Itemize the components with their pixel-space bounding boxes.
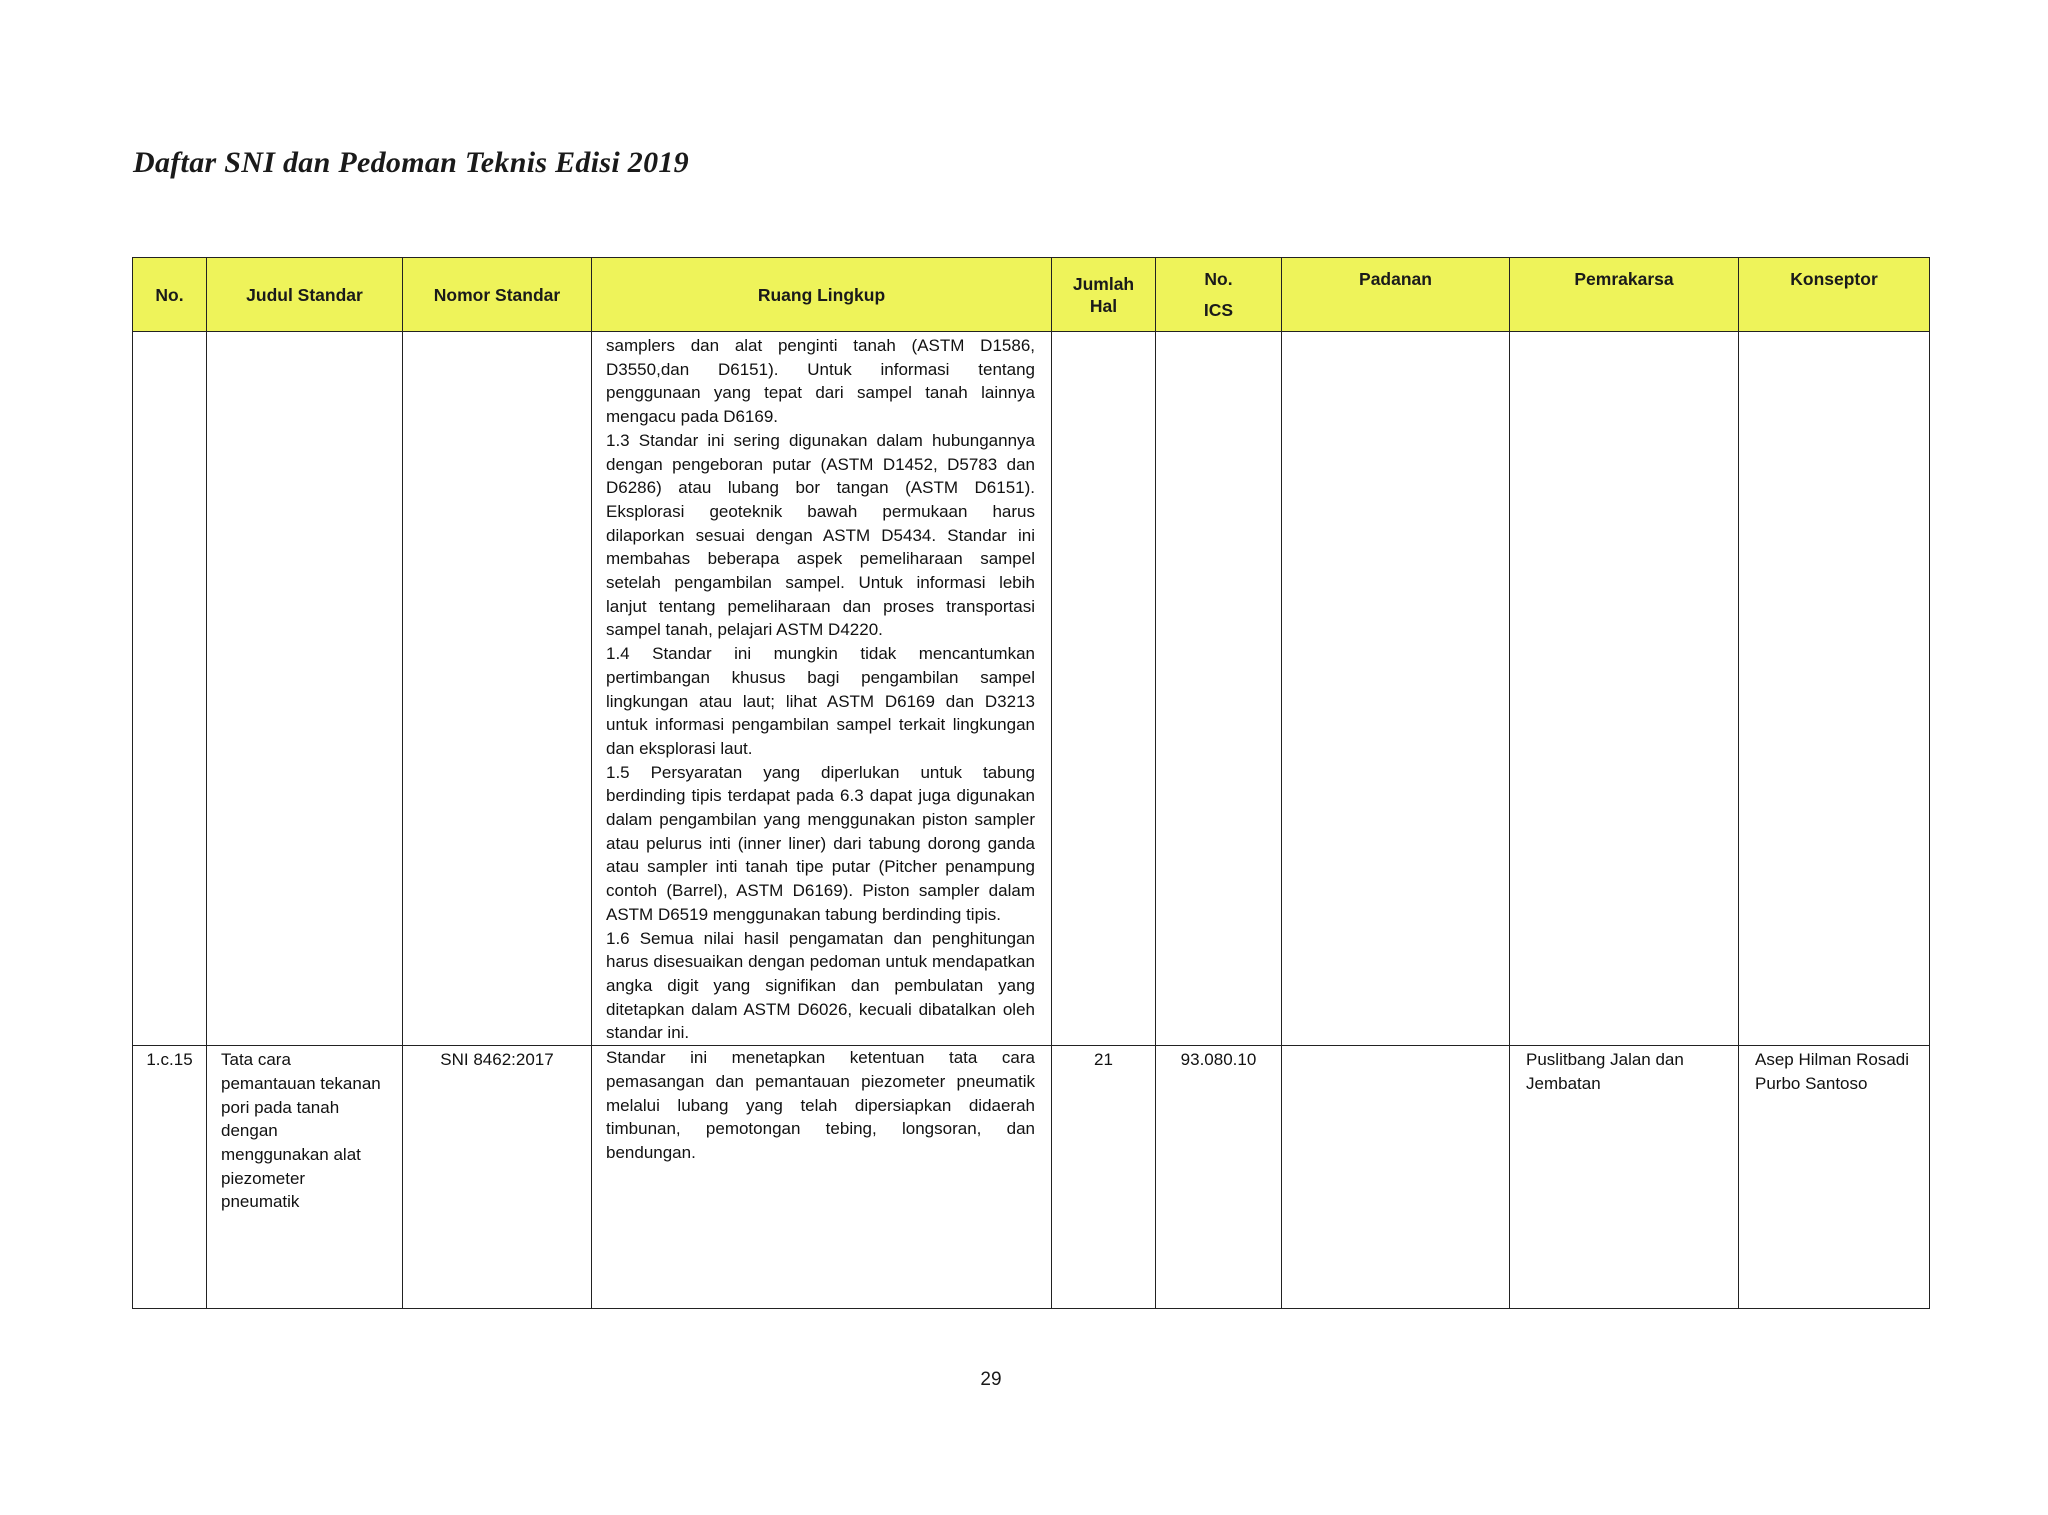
ruang-paragraph: 1.4 Standar ini mungkin tidak mencantumkan pertimbangan khusus bagi pengambilan sampel lingkungan atau laut; lihat ASTM D6169 dan D3213 untuk informasi pengambilan sampel terkait lingkungan dan eksplorasi laut. [606, 644, 1035, 758]
header-no-ics [1156, 258, 1282, 332]
header-no: No. [133, 258, 207, 332]
page-number: 29 [980, 1369, 1002, 1390]
cell-no-ics: 93.080.10 [1156, 1046, 1282, 1309]
cell-jumlah-hal: 21 [1052, 1046, 1156, 1309]
cell-nomor-standar: SNI 8462:2017 [403, 1046, 592, 1309]
header-jumlah-line2: Hal [1089, 295, 1118, 316]
header-jumlah-hal [1052, 258, 1156, 332]
document-title: Daftar SNI dan Pedoman Teknis Edisi 2019 [133, 146, 689, 179]
header-judul-standar: Judul Standar [207, 258, 403, 332]
cell-nomor-empty [403, 332, 592, 1046]
header-konseptor: Konseptor [1739, 258, 1930, 332]
header-nomor-standar: Nomor Standar [403, 258, 592, 332]
header-padanan: Padanan [1282, 258, 1510, 332]
cell-ruang-lingkup-continuation [592, 332, 1052, 1046]
cell-padanan-empty [1282, 332, 1510, 1046]
cell-jumlah-empty [1052, 332, 1156, 1046]
cell-judul-empty [207, 332, 403, 1046]
header-ruang-lingkup: Ruang Lingkup [592, 258, 1052, 332]
header-row [133, 258, 1930, 332]
header-jumlah-line1: Jumlah [1072, 273, 1135, 294]
table-row-1c15 [133, 1046, 1930, 1309]
ruang-paragraph: 1.5 Persyaratan yang diperlukan untuk tabung berdinding tipis terdapat pada 6.3 dapat juga digunakan dalam pengambilan yang menggunakan piston sampler atau pelurus inti (inner liner) dari tabung dorong ganda atau sampler inti tanah tipe putar (Pitcher penampung contoh (Barrel), ASTM D6169). Piston sampler dalam ASTM D6519 menggunakan tabung berdinding tipis. [606, 762, 1035, 924]
cell-konseptor-empty [1739, 332, 1930, 1046]
cell-ruang-lingkup: Standar ini menetapkan ketentuan tata cara pemasangan dan pemantauan piezometer pneumatik melalui lubang yang telah dipersiapkan didaerah timbunan, pemotongan tebing, longsoran, dan bendungan. [592, 1046, 1052, 1309]
sni-table-container [132, 257, 1930, 1309]
header-pemrakarsa: Pemrakarsa [1510, 258, 1739, 332]
konseptor-name: Purbo Santoso [1755, 1073, 1868, 1093]
table-body [133, 332, 1930, 1309]
cell-judul-standar: Tata cara pemantauan tekanan pori pada tanah dengan menggunakan alat piezometer pneumatik [207, 1046, 403, 1309]
table-header [133, 258, 1930, 332]
cell-pemrakarsa: Puslitbang Jalan dan Jembatan [1510, 1046, 1739, 1309]
sni-table [132, 257, 1930, 1309]
header-ics-line2: ICS [1203, 300, 1234, 320]
cell-pemrakarsa-empty [1510, 332, 1739, 1046]
ruang-paragraph: 1.6 Semua nilai hasil pengamatan dan penghitungan harus disesuaikan dengan pedoman untuk mendapatkan angka digit yang signifikan dan pembulatan yang ditetapkan dalam ASTM D6026, kecuali dibatalkan oleh standar ini. [606, 928, 1035, 1043]
table-row-continuation [133, 332, 1930, 1046]
cell-no: 1.c.15 [133, 1046, 207, 1309]
cell-ics-empty [1156, 332, 1282, 1046]
ruang-paragraph: samplers dan alat penginti tanah (ASTM D1586, D3550,dan D6151). Untuk informasi tentang penggunaan yang tepat dari sampel tanah lainnya mengacu pada D6169. [606, 336, 1035, 427]
header-ics-line1: No. [1204, 269, 1233, 289]
konseptor-name: Asep Hilman Rosadi [1755, 1050, 1910, 1070]
cell-padanan [1282, 1046, 1510, 1309]
cell-no-empty [133, 332, 207, 1046]
cell-konseptor [1739, 1046, 1930, 1309]
ruang-paragraph: 1.3 Standar ini sering digunakan dalam hubungannya dengan pengeboran putar (ASTM D1452, D5783 dan D6286) atau lubang bor tangan (ASTM D6151). Eksplorasi geoteknik bawah permukaan harus dilaporkan sesuai dengan ASTM D5434. Standar ini membahas beberapa aspek pemeliharaan sampel setelah pengambilan sampel. Untuk informasi lebih lanjut tentang pemeliharaan dan proses transportasi sampel tanah, pelajari ASTM D4220. [606, 430, 1035, 640]
